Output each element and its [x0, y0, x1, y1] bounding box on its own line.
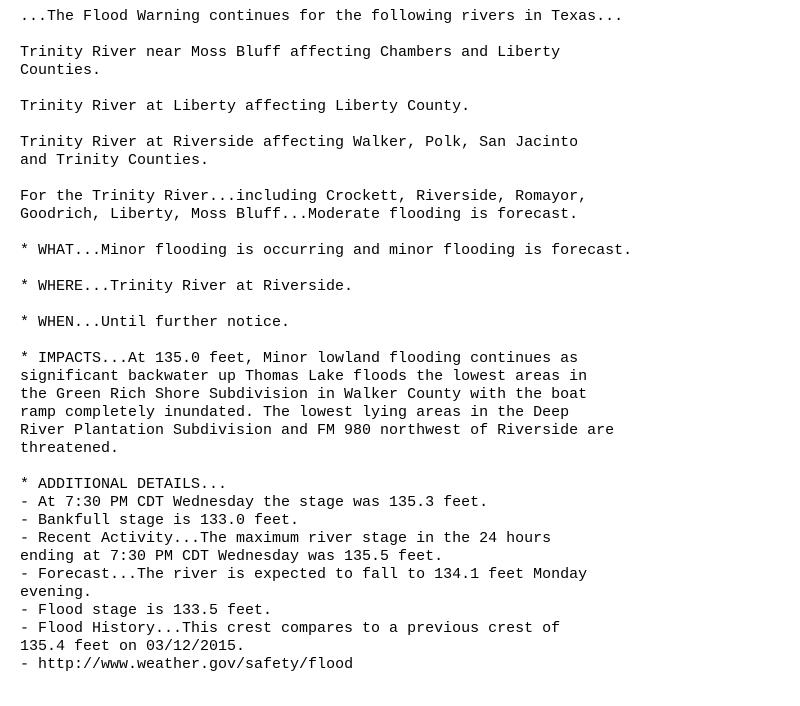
detail-flood-stage: - Flood stage is 133.5 feet.: [20, 602, 273, 619]
detail-current-stage: - At 7:30 PM CDT Wednesday the stage was 135.3 feet.: [20, 494, 489, 511]
detail-recent-activity: - Recent Activity...The maximum river stage in the 24 hours ending at 7:30 PM CDT Wednesday was 135.5 feet.: [20, 530, 552, 565]
detail-link-prefix: -: [20, 656, 39, 673]
where-section: * WHERE...Trinity River at Riverside.: [20, 278, 354, 295]
additional-details-heading: * ADDITIONAL DETAILS...: [20, 476, 228, 493]
bulletin-header: ...The Flood Warning continues for the following rivers in Texas...: [20, 8, 624, 25]
river-item-riverside: Trinity River at Riverside affecting Walker, Polk, San Jacinto and Trinity Counties.: [20, 134, 579, 169]
when-section: * WHEN...Until further notice.: [20, 314, 291, 331]
detail-bankfull-stage: - Bankfull stage is 133.0 feet.: [20, 512, 300, 529]
safety-flood-link[interactable]: http://www.weather.gov/safety/flood: [38, 656, 354, 673]
detail-flood-history: - Flood History...This crest compares to a previous crest of 135.4 feet on 03/12/2015.: [20, 620, 561, 655]
impacts-section: * IMPACTS...At 135.0 feet, Minor lowland flooding continues as significant backwater up Thomas Lake floods the lowest areas in the Green Rich Shore Subdivision in Walker County with the boat ramp completely inundated. The lowest lying areas in the Deep River Plantation Subdivision and FM 980 northwest of Riverside are threatened.: [20, 350, 615, 457]
detail-forecast: - Forecast...The river is expected to fall to 134.1 feet Monday evening.: [20, 566, 588, 601]
what-section: * WHAT...Minor flooding is occurring and minor flooding is forecast.: [20, 242, 633, 259]
forecast-summary: For the Trinity River...including Crockett, Riverside, Romayor, Goodrich, Liberty, Moss Bluff...Moderate flooding is forecast.: [20, 188, 588, 223]
river-item-moss-bluff: Trinity River near Moss Bluff affecting Chambers and Liberty Counties.: [20, 44, 561, 79]
river-item-liberty: Trinity River at Liberty affecting Liberty County.: [20, 98, 471, 115]
